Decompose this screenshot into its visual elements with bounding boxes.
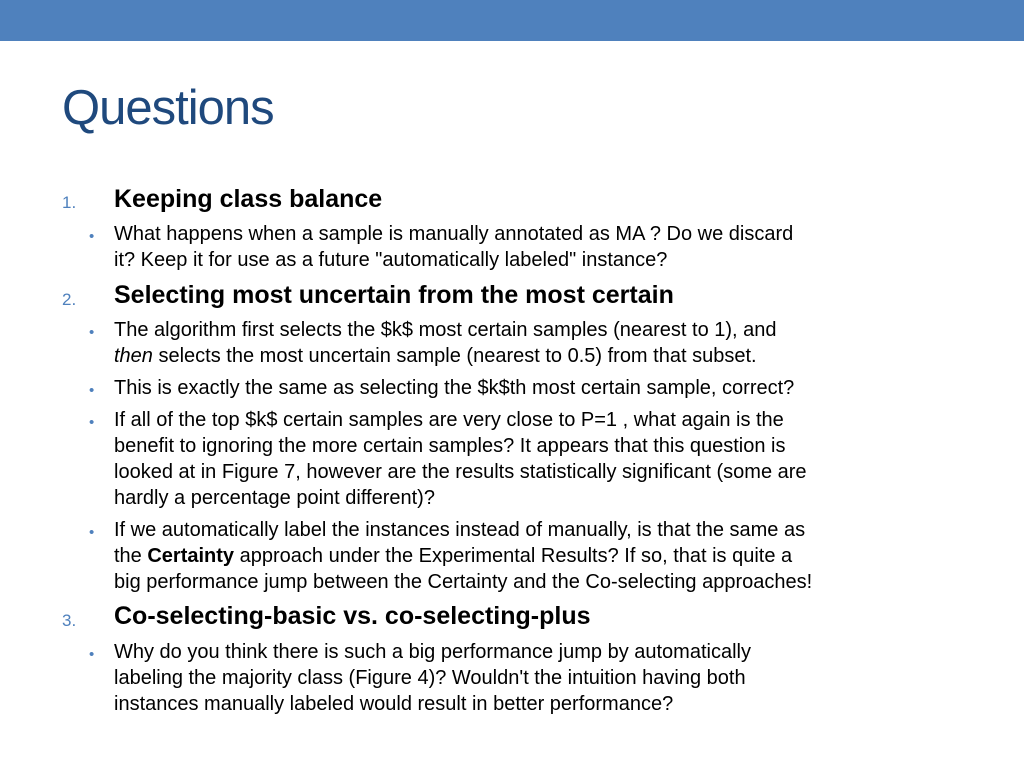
section-number: 1. bbox=[62, 193, 77, 212]
bullet-line: it? Keep it for use as a future "automatically labeled" instance? bbox=[114, 249, 668, 271]
top-accent-bar bbox=[0, 0, 1024, 41]
bullet-marker: • bbox=[89, 228, 95, 245]
bullet-line: instances manually labeled would result in better performance? bbox=[114, 693, 674, 715]
bullet-marker: • bbox=[89, 414, 95, 431]
bullet-text bbox=[114, 317, 974, 369]
bullet-line: If all of the top $k$ certain samples are very close to P=1 , what again is the bbox=[114, 409, 784, 431]
bullet-line: hardly a percentage point different)? bbox=[114, 487, 435, 509]
emphasis-text: then bbox=[114, 345, 153, 367]
bullet-text bbox=[114, 407, 974, 511]
bullet-text bbox=[114, 375, 974, 401]
bullet-line-post: approach under the Experimental Results? If so, that is quite a bbox=[234, 545, 793, 567]
section-number: 2. bbox=[62, 290, 77, 309]
bold-term: Certainty bbox=[147, 545, 235, 567]
section-number: 3. bbox=[62, 611, 77, 630]
slide-title: Questions bbox=[62, 81, 274, 135]
bullet-marker: • bbox=[89, 324, 95, 341]
bullet-line: labeling the majority class (Figure 4)? Wouldn't the intuition having both bbox=[114, 667, 746, 689]
bullet-line: looked at in Figure 7, however are the results statistically significant (some are bbox=[114, 461, 807, 483]
section-heading: Selecting most uncertain from the most certain bbox=[114, 281, 674, 309]
bullet-line: The algorithm first selects the $k$ most certain samples (nearest to 1), and bbox=[114, 319, 777, 341]
bullet-marker: • bbox=[89, 382, 95, 399]
bullet-text bbox=[114, 517, 974, 595]
bullet-text bbox=[114, 639, 974, 717]
bullet-marker: • bbox=[89, 524, 95, 541]
section-heading: Co-selecting-basic vs. co-selecting-plus bbox=[114, 602, 591, 630]
bullet-line: Why do you think there is such a big performance jump by automatically bbox=[114, 641, 751, 663]
bullet-line: big performance jump between the Certainty and the Co-selecting approaches! bbox=[114, 571, 813, 593]
bullet-line bbox=[114, 543, 974, 569]
bullet-line bbox=[114, 343, 974, 369]
bullet-line: This is exactly the same as selecting the $k$th most certain sample, correct? bbox=[114, 377, 795, 399]
bullet-line-rest: selects the most uncertain sample (nearest to 0.5) from that subset. bbox=[152, 345, 757, 367]
bullet-line: benefit to ignoring the more certain samples? It appears that this question is bbox=[114, 435, 786, 457]
bullet-line-pre: the bbox=[114, 545, 148, 567]
bullet-line: If we automatically label the instances instead of manually, is that the same as bbox=[114, 519, 806, 541]
section-heading: Keeping class balance bbox=[114, 185, 383, 213]
bullet-marker: • bbox=[89, 646, 95, 663]
bullet-line: What happens when a sample is manually annotated as MA ? Do we discard bbox=[114, 223, 794, 245]
bullet-text bbox=[114, 221, 974, 273]
